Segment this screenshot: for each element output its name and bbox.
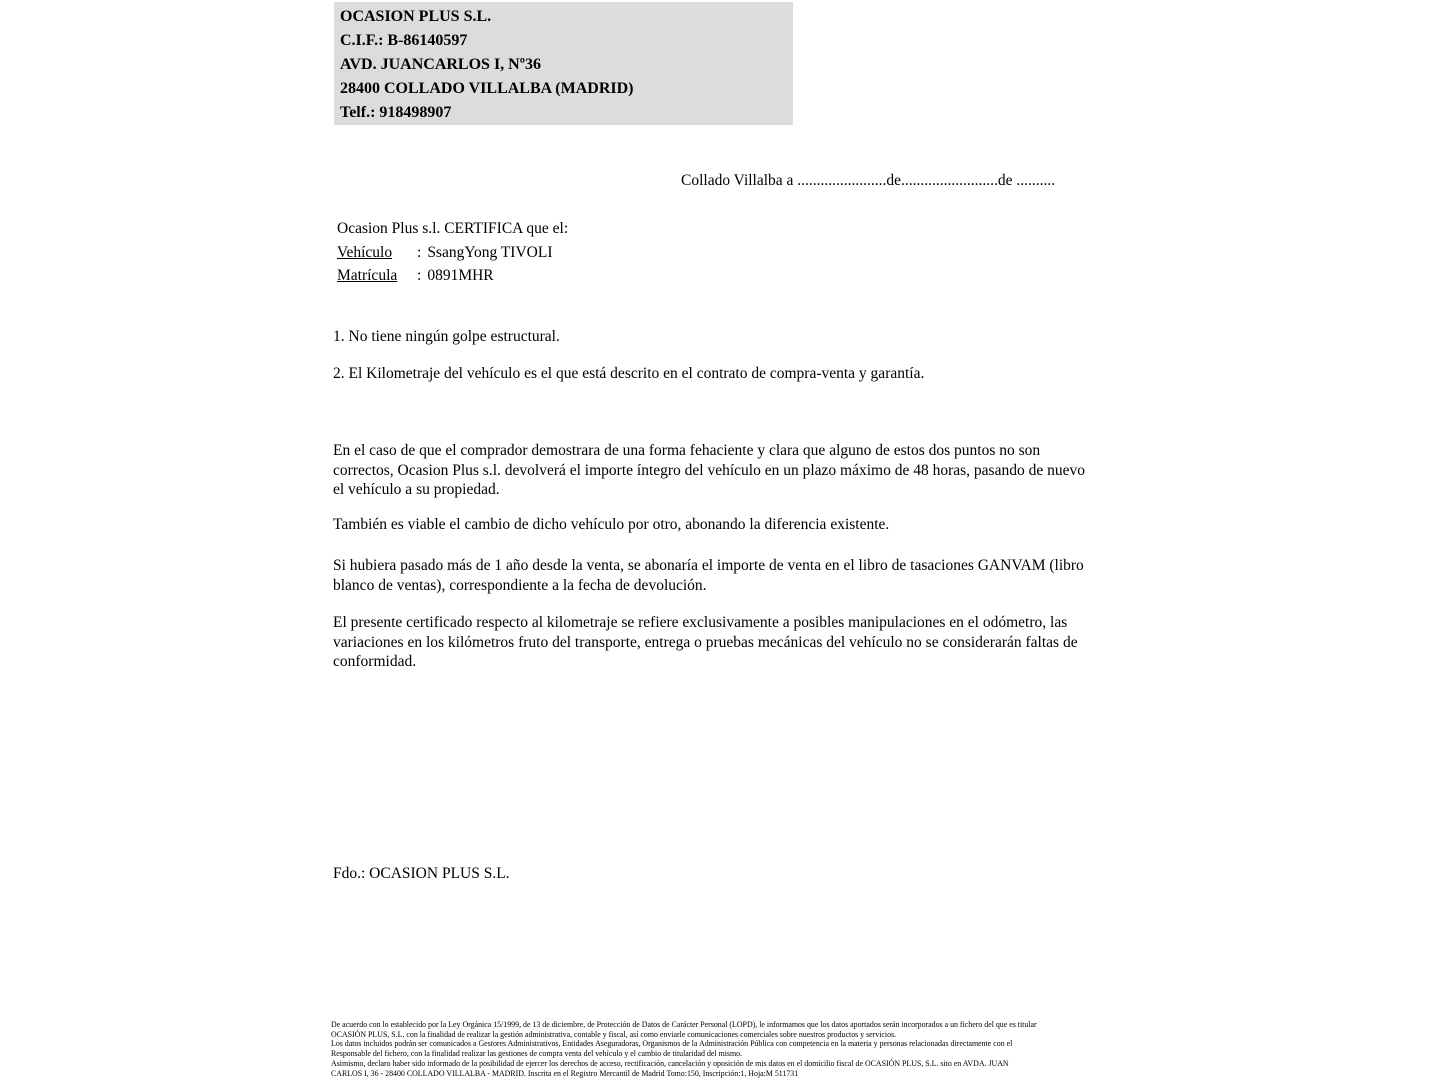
plate-value: 0891MHR [427, 267, 494, 284]
point-mileage: 2. El Kilometraje del vehículo es el que está descrito en el contrato de compra-venta y garantía. [333, 365, 925, 382]
date-line: Collado Villalba a .......................de.........................de .......... [681, 172, 1056, 189]
certification-block [337, 217, 568, 288]
plate-label: Matrícula [337, 267, 398, 284]
certification-intro: Ocasion Plus s.l. CERTIFICA que el: [337, 220, 569, 237]
legal-footer-line: CARLOS I, 36 - 28400 COLLADO VILLALBA - MADRID. Inscrita en el Registro Mercantil de Madrid Tomo:150, Inscripción:1, Hoja:M 511731 [331, 1068, 799, 1078]
vehicle-field-row [337, 241, 568, 265]
paragraph-ganvam-valuation: Si hubiera pasado más de 1 año desde la venta, se abonaría el importe de venta en el libro de tasaciones GANVAM (libro blanco de ventas), correspondiente a la fecha de devolución. [333, 557, 1084, 594]
legal-footer [331, 1020, 1431, 1078]
legal-footer-line: De acuerdo con lo establecido por la Ley Orgánica 15/1999, de 13 de diciembre, de Protección de Datos de Carácter Personal (LOPD), le informamos que los datos aportados serán incorporados a un fichero del que es titular [331, 1020, 1037, 1029]
signature-line: Fdo.: OCASION PLUS S.L. [333, 865, 510, 882]
vehicle-separator: : [417, 243, 422, 261]
vehicle-label-cell [337, 241, 417, 265]
company-city: 28400 COLLADO VILLALBA (MADRID) [340, 80, 634, 97]
vehicle-label: Vehículo [337, 243, 393, 261]
paragraph-odometer-disclaimer: El presente certificado respecto al kilometraje se refiere exclusivamente a posibles manipulaciones en el odómetro, las variaciones en los kilómetros fruto del transporte, entrega o pruebas mecánicas del vehículo no se considerarán faltas de conformidad. [333, 614, 1078, 671]
company-address: AVD. JUANCARLOS I, Nº36 [340, 56, 542, 73]
legal-footer-line: Responsable del fichero, con la finalidad realizar las gestiones de compra venta del vehículo y el cambio de titularidad del mismo. [331, 1049, 743, 1059]
paragraph-exchange-option: También es viable el cambio de dicho vehículo por otro, abonando la diferencia existente. [333, 516, 890, 533]
company-cif: C.I.F.: B-86140597 [340, 32, 468, 49]
plate-separator: : [417, 267, 422, 284]
company-phone: Telf.: 918498907 [340, 104, 452, 121]
company-name: OCASION PLUS S.L. [340, 8, 492, 25]
legal-footer-line: Asimismo, declaro haber sido informado de la posibilidad de ejercer los derechos de acceso, rectificación, cancelación y oposición de mis datos en el domicilio fiscal de OCASIÓN PLUS, S.L. sito en AVDA. JUAN [331, 1058, 1009, 1068]
plate-field-row [337, 264, 568, 288]
legal-footer-line: Los datos incluidos podrán ser comunicados a Gestores Administrativos, Entidades Aseguradoras, Organismos de la Administración Pública con competencia en la materia y personas relacionadas directamente con el [331, 1039, 1013, 1049]
vehicle-value: SsangYong TIVOLI [427, 243, 553, 261]
legal-footer-line: OCASIÓN PLUS, S.L. con la finalidad de realizar la gestión administrativa, contable y fiscal, así como enviarle comunicaciones comerciales sobre nuestros productos y servicios. [331, 1029, 897, 1039]
plate-label-cell [337, 264, 417, 288]
point-no-structural-damage: 1. No tiene ningún golpe estructural. [333, 328, 560, 345]
company-header-box [334, 2, 793, 125]
paragraph-refund-policy: En el caso de que el comprador demostrara de una forma fehaciente y clara que alguno de estos dos puntos no son correctos, Ocasion Plus s.l. devolverá el importe íntegro del vehículo en un plazo máximo de 48 horas, pasando de nuevo el vehículo a su propiedad. [333, 442, 1085, 499]
